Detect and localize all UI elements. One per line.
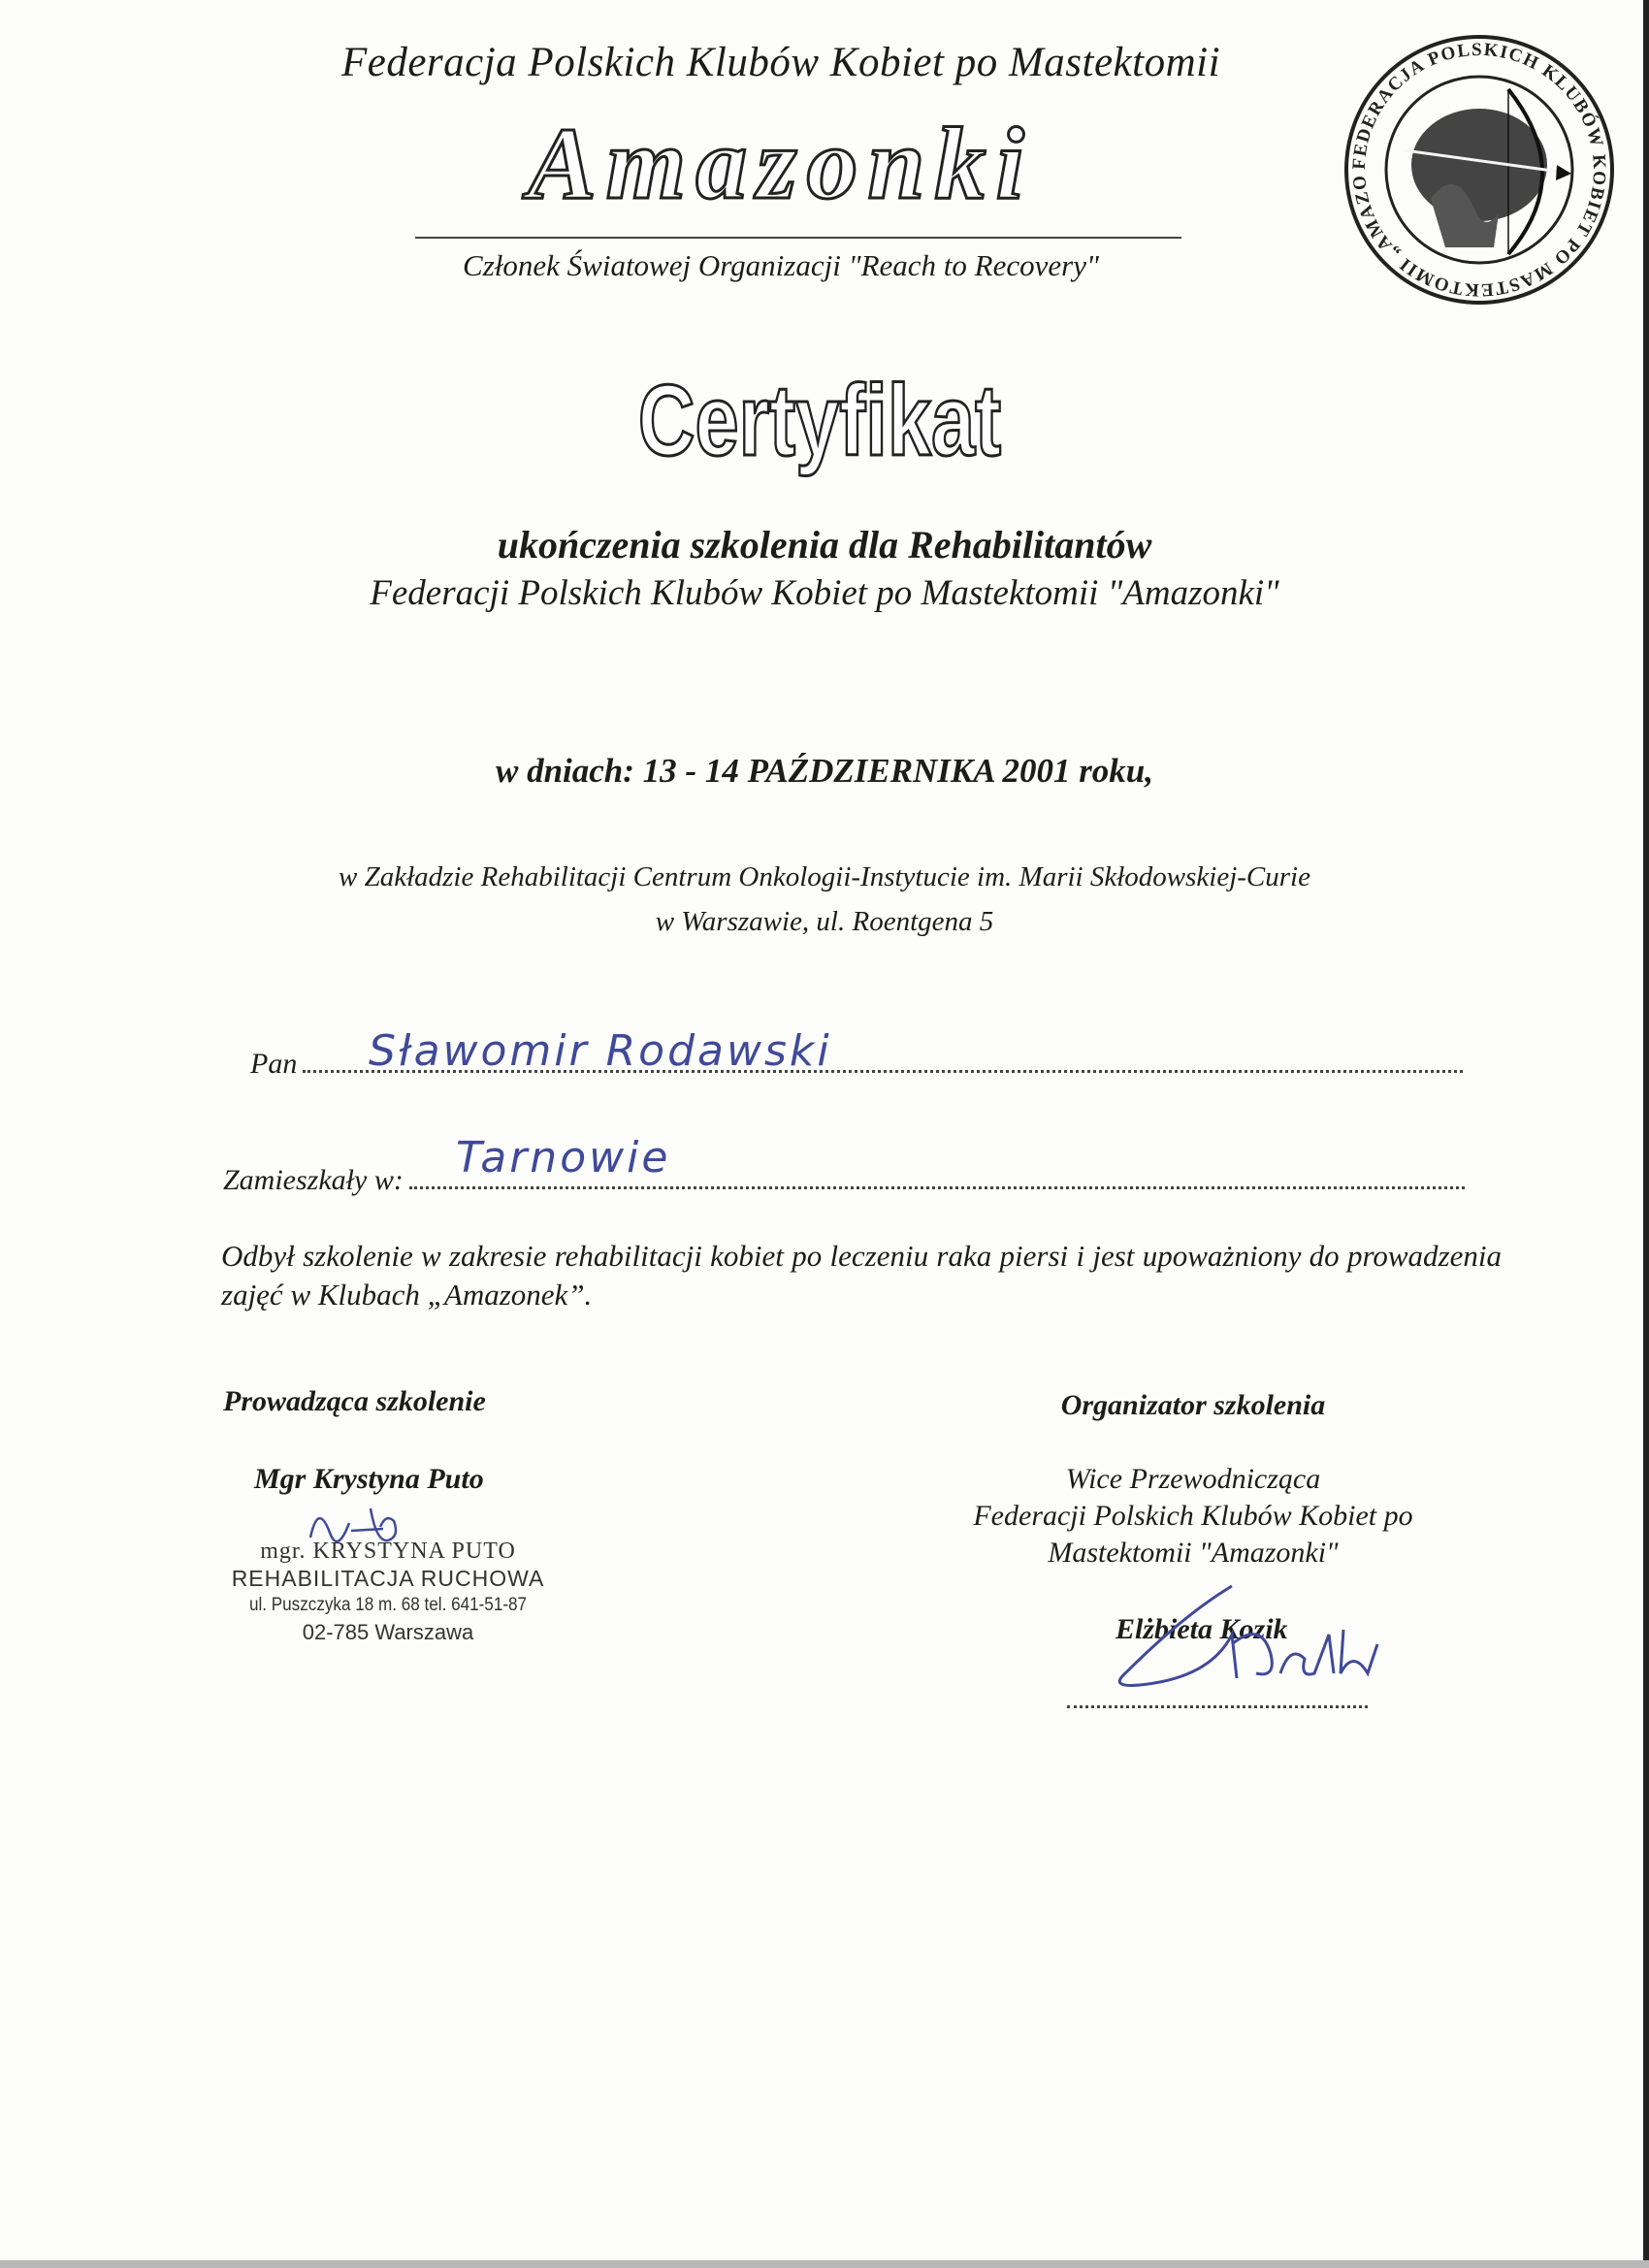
stamp-line2: REHABILITACJA RUCHOWA: [231, 1566, 545, 1591]
stamp-line1: mgr. KRYSTYNA PUTO: [260, 1539, 516, 1564]
left-signatory-name: Mgr Krystyna Puto: [254, 1463, 484, 1495]
certificate-subtitle: ukończenia szkolenia dla Rehabilitantów: [497, 523, 1152, 567]
right-signature-heading: Organizator szkolenia: [1060, 1389, 1326, 1421]
federation-seal-icon: [1339, 29, 1620, 310]
training-place-line1: w Zakładzie Rehabilitacji Centrum Onkologii-Instytucie im. Marii Skłodowskiej-Curie: [339, 861, 1310, 892]
organizer-signature-line: [1067, 1705, 1368, 1708]
organizer-role-line3: Mastektomii "Amazonki": [1048, 1537, 1339, 1569]
organizer-role-line2: Federacji Polskich Klubów Kobiet po: [973, 1500, 1413, 1532]
header-divider: [415, 237, 1181, 239]
certificate-title: Certyfikat: [637, 365, 1002, 477]
stamp-line3: ul. Puszczyka 18 m. 68 tel. 641-51-87: [248, 1595, 528, 1615]
left-signature-heading: Prowadząca szkolenie: [223, 1385, 486, 1417]
name-handwritten: Sławomir Rodawski: [369, 1026, 832, 1076]
organizer-role-line1: Wice Przewodnicząca: [1065, 1463, 1321, 1495]
membership-line: Członek Światowej Organizacji "Reach to Recovery": [463, 248, 1099, 282]
training-place-line2: w Warszawie, ul. Roentgena 5: [655, 906, 994, 937]
right-handwritten-signature-icon: [1086, 1576, 1406, 1707]
residence-label: Zamieszkały w:: [223, 1164, 404, 1196]
residence-field: [223, 1164, 1465, 1197]
name-label: Pan: [250, 1048, 298, 1080]
training-dates: w dniach: 13 - 14 PAŹDZIERNIKA 2001 roku,: [495, 752, 1154, 790]
stamp-line4: 02-785 Warszawa: [302, 1620, 474, 1644]
organizer-name: Elżbieta Kozik: [1116, 1613, 1288, 1645]
amazonki-logo-text: Amazonki: [528, 107, 1034, 220]
scan-edge-right: [1643, 0, 1649, 2268]
residence-handwritten: Tarnowie: [456, 1133, 671, 1183]
scan-edge-bottom: [0, 2260, 1649, 2268]
therapist-stamp: [204, 1538, 572, 1646]
federation-header: Federacja Polskich Klubów Kobiet po Mastektomii: [340, 40, 1221, 85]
certificate-body-text: Odbył szkolenie w zakresie rehabilitacji kobiet po leczeniu raka piersi i jest upoważniony do prowadzenia zajęć w Klubach „Amazonek”.: [221, 1239, 1502, 1312]
organization-line: Federacji Polskich Klubów Kobiet po Mastektomii "Amazonki": [370, 573, 1279, 613]
svg-text:FEDERACJA POLSKICH KLUBÓW KOBI: FEDERACJA POLSKICH KLUBÓW KOBIET PO MASTEKTOMII „AMAZO: [1348, 39, 1610, 301]
